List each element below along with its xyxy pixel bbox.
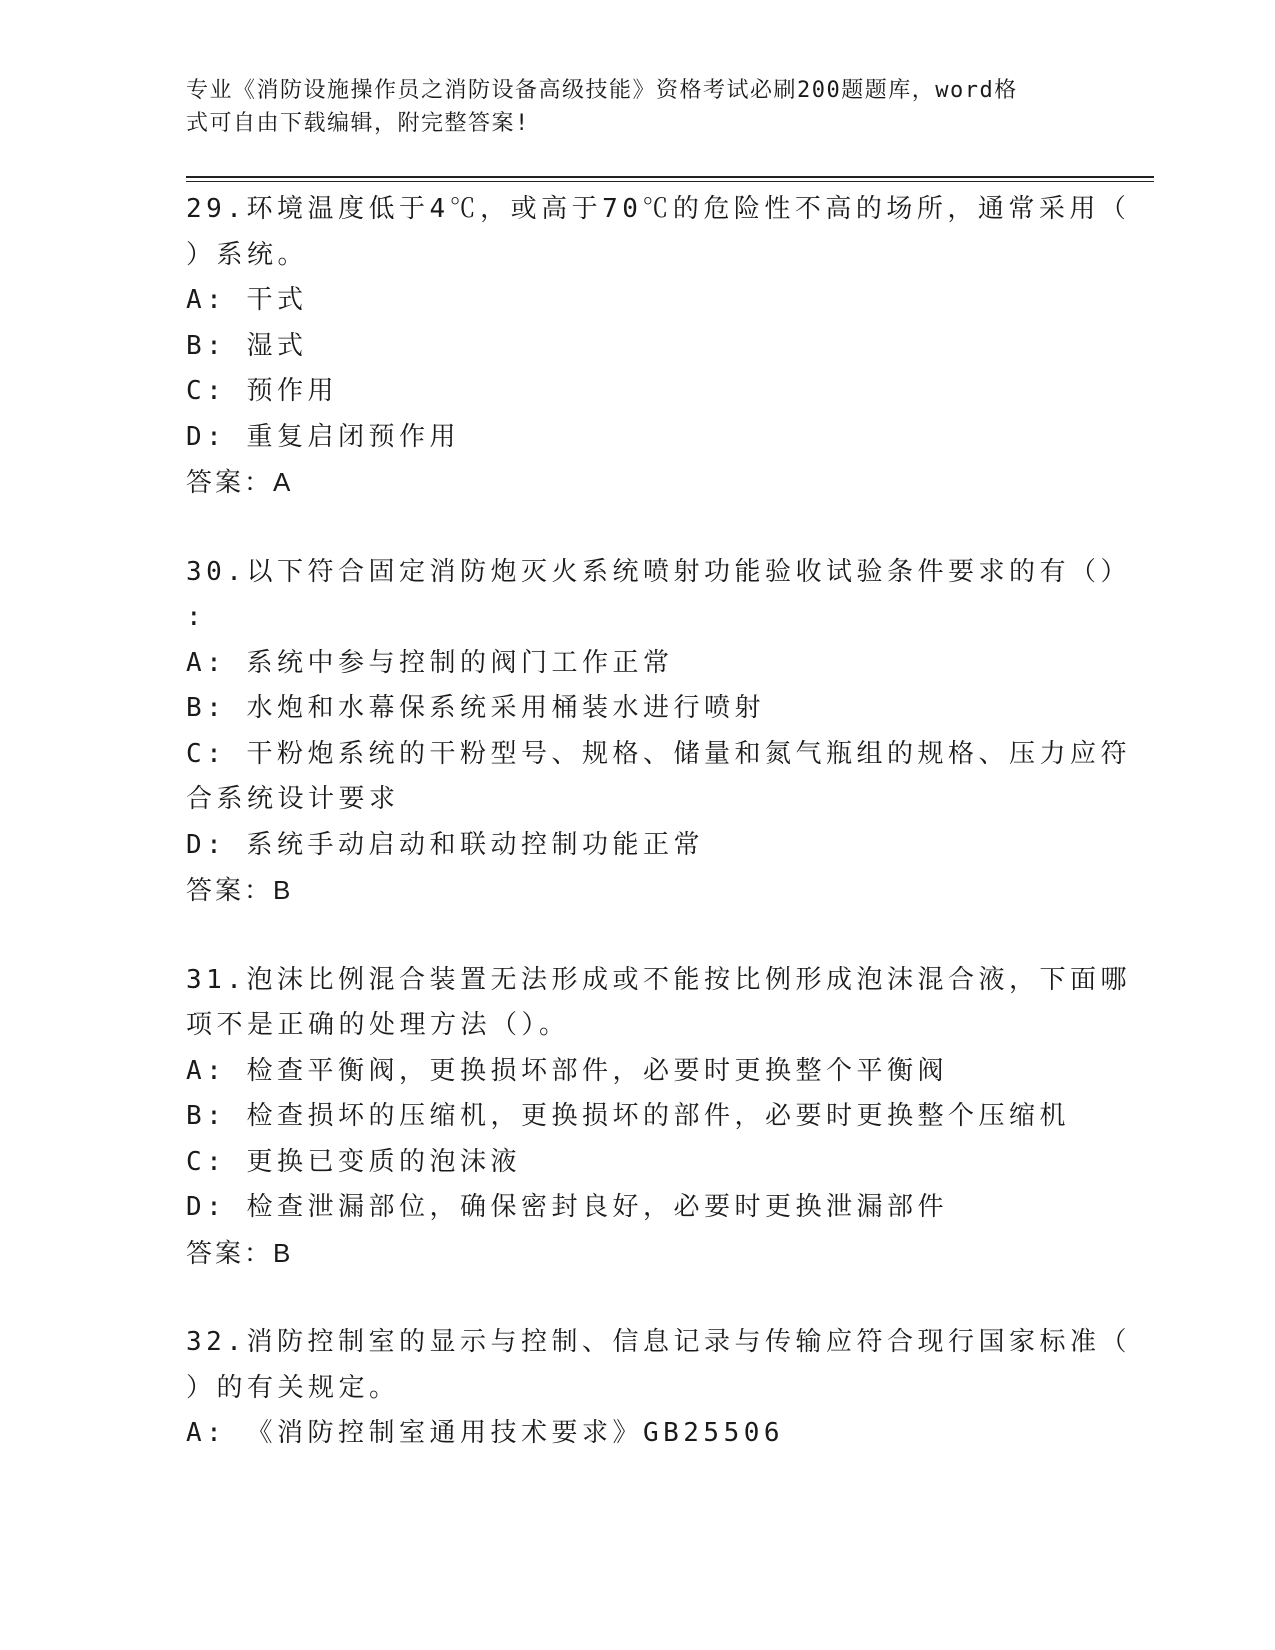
question-stem-line: 32.消防控制室的显示与控制、信息记录与传输应符合现行国家标准（ [186, 1327, 1131, 1357]
answer-label: 答案：B [186, 875, 294, 905]
option-b: B: 水炮和水幕保系统采用桶装水进行喷射 [186, 693, 765, 723]
header-divider-thick [186, 176, 1154, 178]
option-c-continued: 合系统设计要求 [186, 784, 400, 814]
header-line-1: 专业《消防设施操作员之消防设备高级技能》资格考试必刷200题题库，word格 [186, 78, 1018, 103]
option-c: C: 干粉炮系统的干粉型号、规格、储量和氮气瓶组的规格、压力应符 [186, 738, 1131, 769]
option-d: D: 系统手动启动和联动控制功能正常 [186, 829, 704, 860]
option-a: A: 《消防控制室通用技术要求》GB25506 [186, 1418, 785, 1448]
option-a: A: 检查平衡阀，更换损坏部件，必要时更换整个平衡阀 [186, 1055, 948, 1086]
option-c: C: 预作用 [186, 376, 338, 406]
question-stem-line: 30.以下符合固定消防炮灭火系统喷射功能验收试验条件要求的有（） [186, 556, 1131, 587]
question-31 [186, 958, 1131, 1277]
question-stem-line: : [186, 602, 207, 632]
question-stem-line: ）的有关规定。 [186, 1372, 400, 1403]
answer-label: 答案：A [186, 467, 294, 497]
header-line-2: 式可自由下载编辑，附完整答案! [186, 111, 530, 136]
question-stem-line: 29.环境温度低于4℃，或高于70℃的危险性不高的场所，通常采用（ [186, 194, 1131, 224]
question-stem-line: 31.泡沫比例混合装置无法形成或不能按比例形成泡沫混合液，下面哪 [186, 964, 1131, 995]
document-header [186, 74, 1066, 140]
option-b: B: 湿式 [186, 330, 308, 361]
header-divider-thin [186, 181, 1154, 182]
question-30 [186, 550, 1131, 914]
answer-label: 答案：B [186, 1237, 294, 1268]
option-a: A: 系统中参与控制的阀门工作正常 [186, 647, 674, 678]
question-list [186, 187, 1131, 1501]
option-d: D: 重复启闭预作用 [186, 421, 460, 452]
option-a: A: 干式 [186, 285, 308, 315]
question-29 [186, 187, 1131, 506]
question-stem-line: ）系统。 [186, 239, 309, 270]
option-c: C: 更换已变质的泡沫液 [186, 1146, 521, 1177]
question-32 [186, 1320, 1131, 1457]
option-d: D: 检查泄漏部位，确保密封良好，必要时更换泄漏部件 [186, 1192, 948, 1222]
question-stem-line: 项不是正确的处理方法（）。 [186, 1010, 570, 1040]
option-b: B: 检查损坏的压缩机，更换损坏的部件，必要时更换整个压缩机 [186, 1101, 1070, 1131]
